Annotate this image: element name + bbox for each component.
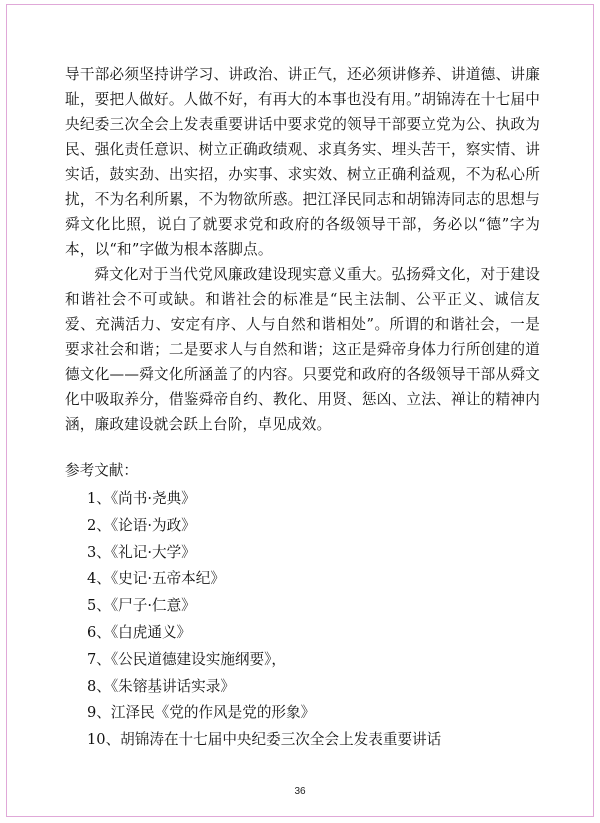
document-body: [65, 62, 540, 437]
reference-item: 9、江泽民《党的作风是党的形象》: [87, 704, 316, 722]
reference-item: 8、《朱镕基讲话实录》: [87, 677, 235, 695]
reference-item: 5、《尸子·仁意》: [87, 597, 196, 615]
reference-item: 4、《史记·五帝本纪》: [87, 570, 225, 588]
reference-item: 2、《论语·为政》: [87, 516, 196, 534]
reference-item: 6、《白虎通义》: [87, 623, 192, 641]
reference-list: [65, 486, 540, 754]
page-number: 36: [294, 786, 306, 797]
paragraph-continued: 导干部必须坚持讲学习、讲政治、讲正气，还必须讲修养、讲道德、讲廉耻，要把人做好。人做不好，有再大的本事也没有用。”胡锦涛在十七届中央纪委三次全会上发表重要讲话中要求党的领导干部要立党为公、执政为民、强化责任意识、树立正确政绩观、求真务实、埋头苦干，察实情、讲实话，鼓实劲、出实招，办实事、求实效、树立正确利益观，不为私心所扰，不为名利所累，不为物欲所惑。把江泽民同志和胡锦涛同志的思想与舜文化比照，说白了就要求党和政府的各级领导干部，务必以“德”字为本，以“和”字做为根本落脚点。: [65, 66, 540, 258]
reference-item: 7、《公民道德建设实施纲要》，: [87, 650, 286, 668]
references-title: 参考文献：: [65, 462, 138, 479]
reference-item: 10、胡锦涛在十七届中央纪委三次全会上发表重要讲话: [87, 731, 442, 749]
paragraph-shun-culture: 舜文化对于当代党风廉政建设现实意义重大。弘扬舜文化，对于建设和谐社会不可或缺。和谐社会的标准是“民主法制、公平正义、诚信友爱、充满活力、安定有序、人与自然和谐相处”。所谓的和谐社会，一是要求社会和谐；二是要求人与自然和谐；这正是舜帝身体力行所创建的道德文化——舜文化所涵盖了的内容。只要党和政府的各级领导干部从舜文化中吸取养分，借鉴舜帝自约、教化、用贤、惩凶、立法、禅让的精神内涵，廉政建设就会跃上台阶，卓见成效。: [65, 266, 540, 433]
reference-item: 3、《礼记·大学》: [87, 543, 196, 561]
reference-item: 1、《尚书·尧典》: [87, 490, 196, 507]
references-section: [65, 458, 540, 754]
